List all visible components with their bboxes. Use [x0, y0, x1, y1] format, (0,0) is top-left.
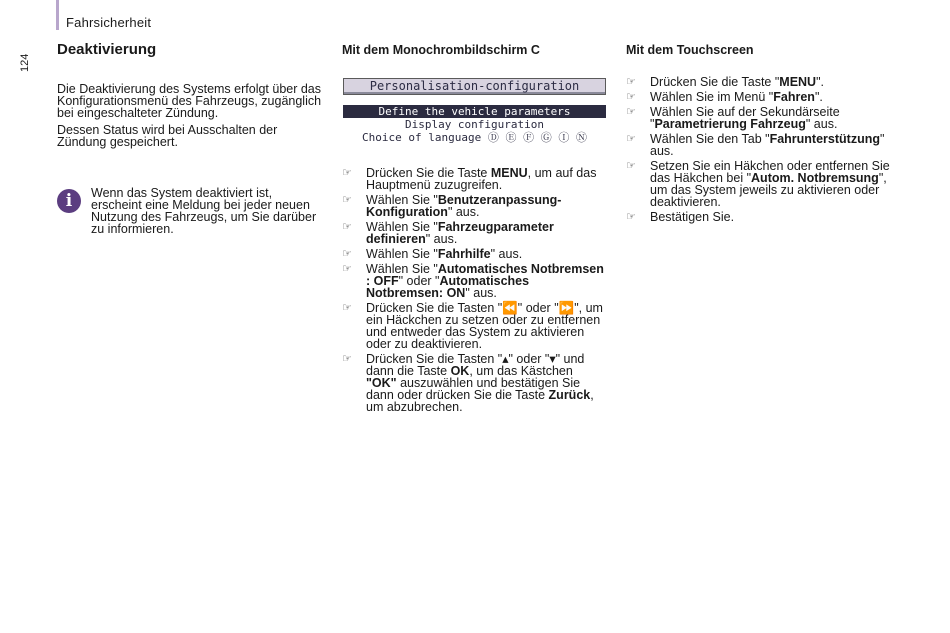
column-deaktivierung: [57, 41, 322, 153]
pointing-hand-icon: ☞: [626, 133, 636, 145]
pointing-hand-icon: ☞: [626, 76, 636, 88]
pointing-hand-icon: ☞: [342, 353, 352, 365]
section-title: Fahrsicherheit: [66, 15, 152, 30]
pointing-hand-icon: ☞: [626, 106, 636, 118]
pointing-hand-icon: ☞: [342, 167, 352, 179]
pointing-hand-icon: ☞: [342, 221, 352, 233]
info-note: [57, 187, 322, 235]
list-item: ☞ Drücken Sie die Tasten "⏪" oder "⏩", um ein Häckchen zu setzen oder zu entfernen und entweder das System zu aktivieren oder zu deaktivieren.: [342, 301, 603, 351]
header-rule: [56, 0, 59, 30]
monochrome-steps: [342, 167, 604, 416]
column-heading: Mit dem Monochrombildschirm C: [342, 43, 540, 57]
pointing-hand-icon: ☞: [626, 211, 636, 223]
pointing-hand-icon: ☞: [342, 302, 352, 314]
pointing-hand-icon: ☞: [342, 263, 352, 275]
list-item: ☞ Drücken Sie die Taste MENU, um auf das Hauptmenü zuzugreifen.: [342, 166, 597, 192]
pointing-hand-icon: ☞: [342, 194, 352, 206]
pointing-hand-icon: ☞: [342, 248, 352, 260]
column-touchscreen: [626, 41, 896, 226]
screen-item: Display configuration: [404, 118, 545, 131]
column-monochrome: [342, 41, 607, 57]
list-item: ☞ Wählen Sie "Benutzeranpassung-Konfiguration" aus.: [342, 193, 562, 219]
screen-item: Choice of language Ⓓ Ⓔ Ⓕ Ⓖ Ⓘ Ⓝ: [362, 131, 587, 144]
list-item: ☞ Wählen Sie auf der Sekundärseite "Parametrierung Fahrzeug" aus.: [626, 105, 840, 131]
list-item: ☞ Wählen Sie "Fahrzeugparameter definieren" aus.: [342, 220, 554, 246]
list-item: ☞ Wählen Sie "Automatisches Notbremsen : OFF" oder "Automatisches Notbremsen: ON" aus.: [342, 262, 604, 300]
list-item: ☞ Drücken Sie die Taste "MENU".: [626, 75, 825, 89]
screen-title: Personalisation-configuration: [343, 78, 606, 95]
list-item: ☞ Drücken Sie die Tasten "▴" oder "▾" und dann die Taste OK, um das Kästchen "OK" auszuwählen und bestätigen Sie dann oder drücken Sie die Taste Zurück, um abzubrechen.: [342, 352, 594, 414]
monochrome-screen: [343, 78, 606, 144]
paragraph-2: Dessen Status wird bei Ausschalten der Zündung gespeichert.: [57, 123, 278, 149]
section-heading: Deaktivierung: [57, 41, 157, 58]
list-item: ☞ Setzen Sie ein Häkchen oder entfernen Sie das Häkchen bei "Autom. Notbremsung", um das System jeweils zu aktivieren oder deaktivieren.: [626, 159, 890, 209]
screen-selected-item: Define the vehicle parameters: [343, 105, 606, 118]
page-number: 124: [19, 53, 31, 72]
column-heading: Mit dem Touchscreen: [626, 43, 754, 57]
list-item: ☞ Wählen Sie den Tab "Fahrunterstützung" aus.: [626, 132, 885, 158]
list-item: ☞ Wählen Sie "Fahrhilfe" aus.: [342, 247, 523, 261]
info-text: Wenn das System deaktiviert ist, erscheint eine Meldung bei jeder neuen Nutzung des Fahrzeugs, um Sie darüber zu informieren.: [91, 186, 317, 236]
info-icon: i: [57, 189, 81, 213]
list-item: ☞ Bestätigen Sie.: [626, 210, 735, 224]
pointing-hand-icon: ☞: [626, 160, 636, 172]
pointing-hand-icon: ☞: [626, 91, 636, 103]
paragraph-1: Die Deaktivierung des Systems erfolgt über das Konfigurationsmenü des Fahrzeugs, zugänglich bei eingeschalteter Zündung.: [57, 82, 322, 120]
list-item: ☞ Wählen Sie im Menü "Fahren".: [626, 90, 823, 104]
